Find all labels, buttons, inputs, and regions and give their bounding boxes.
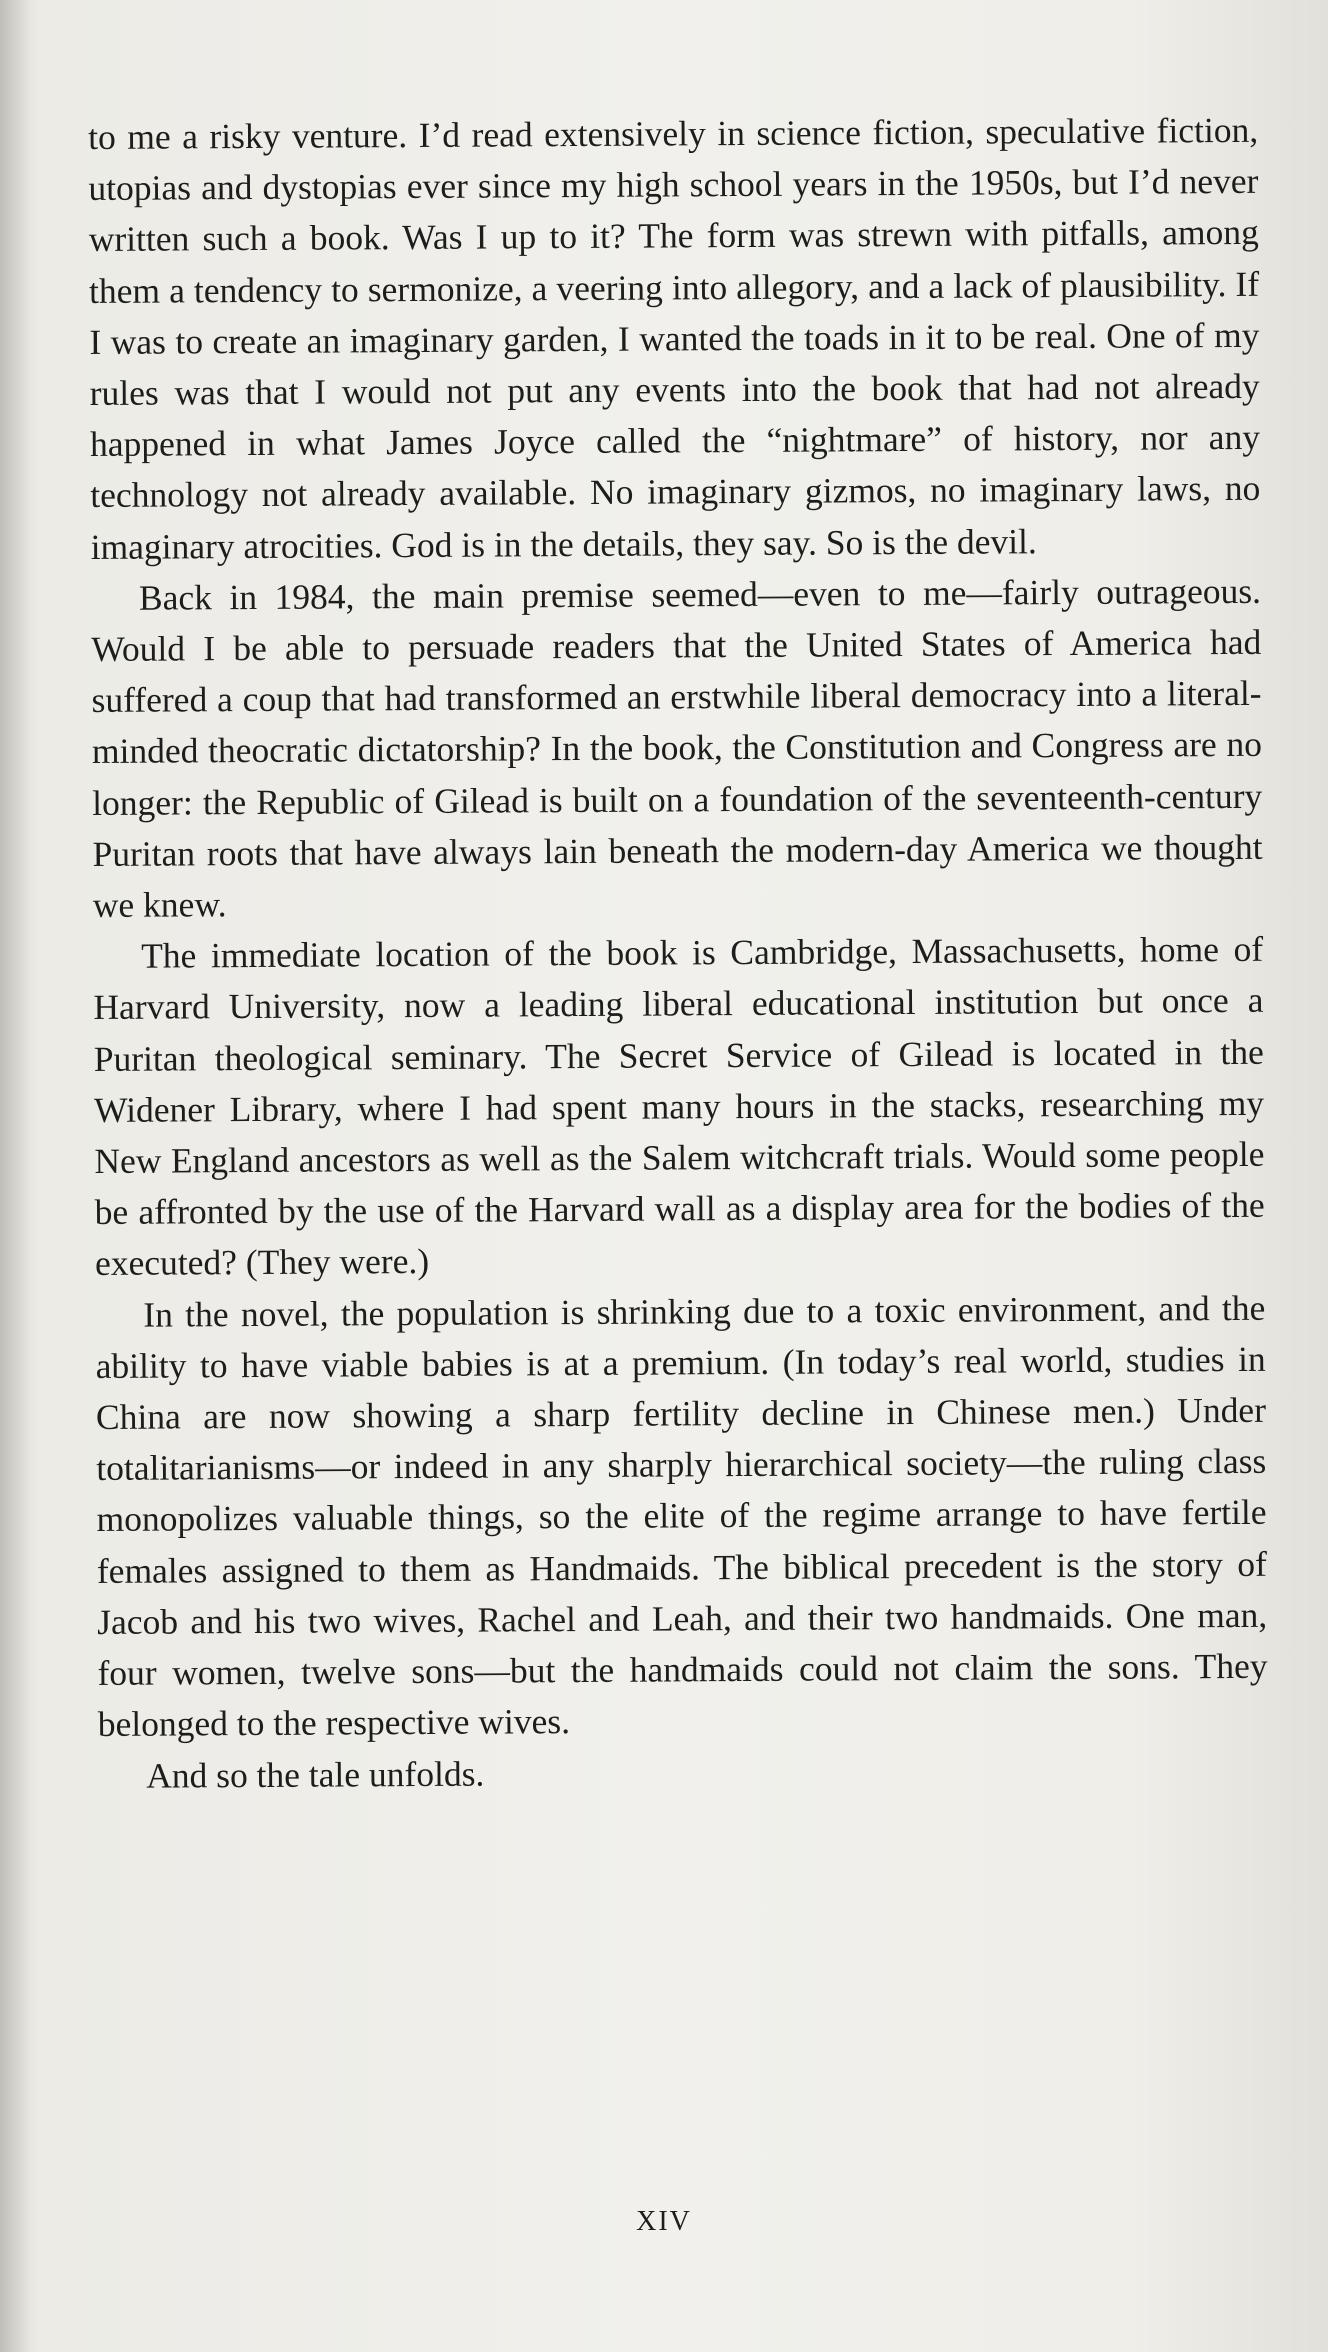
paragraph-1: to me a risky venture. I’d read extensively in science fiction, speculative fiction, utopias and dystopias ever since my high school years in the 1950s, but I’d never written such a book. Was I up to it? The form was strewn with pitfalls, among them a tendency to sermonize, a veering into allegory, and a lack of plausibility. If I was to create an imaginary garden, I wanted the toads in it to be real. One of my rules was that I would not put any events into the book that had not already happened in what James Joyce called the “nightmare” of history, nor any technology not already available. No imaginary gizmos, no imaginary laws, no imaginary atrocities. God is in the details, they say. So is the devil.	[88, 109, 1261, 567]
body-text	[88, 105, 1268, 1802]
paragraph-2: Back in 1984, the main premise seemed—even to me—fairly outrageous. Would I be able to persuade readers that the United States of America had suffered a coup that had transformed an erstwhile liberal democracy into a literal-minded theocratic dictatorship? In the book, the Constitution and Congress are no longer: the Republic of Gilead is built on a foundation of the seventeenth-century Puritan roots that have always lain beneath the modern-day America we thought we knew.	[91, 570, 1263, 926]
paragraph-3: The immediate location of the book is Cambridge, Massachusetts, home of Harvard University, now a leading liberal educational institution but once a Puritan theological seminary. The Secret Service of Gilead is located in the Widener Library, where I had spent many hours in the stacks, researching my New England ancestors as well as the Salem witchcraft trials. Would some people be affronted by the use of the Harvard wall as a display area for the bodies of the executed? (They were.)	[93, 929, 1265, 1284]
page-number: XIV	[636, 2206, 692, 2237]
paragraph-4: In the novel, the population is shrinking due to a toxic environment, and the ability to have viable babies is at a premium. (In today’s real world, studies in China are now showing a sharp fertility decline in Chinese men.) Under totalitarianisms—or indeed in any sharply hierarchical society—the ruling class monopolizes valuable things, so the elite of the regime arrange to have fertile females assigned to them as Handmaids. The biblical precedent is the story of Jacob and his two wives, Rachel and Leah, and their two handmaids. One man, four women, twelve sons—but the handmaids could not claim the sons. They belonged to the respective wives.	[95, 1287, 1268, 1745]
paragraph-5: And so the tale unfolds.	[146, 1753, 485, 1796]
page-gutter-shadow	[0, 0, 30, 2352]
